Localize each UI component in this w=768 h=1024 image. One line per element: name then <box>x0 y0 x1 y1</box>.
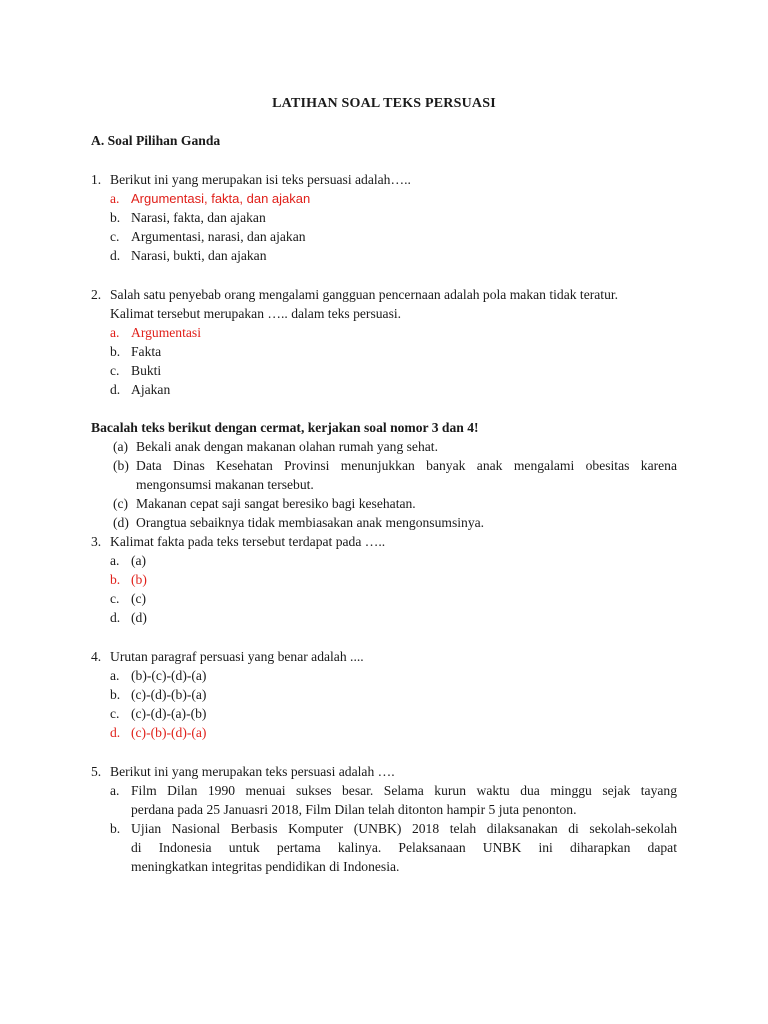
question-text: Urutan paragraf persuasi yang benar adalah .... <box>110 649 364 664</box>
passage-label: (d) <box>113 515 129 530</box>
option-text: Ujian Nasional Berbasis Komputer (UNBK) 2018 telah dilaksanakan di sekolah-sekolah <box>131 821 677 836</box>
option-label: a. <box>110 783 120 798</box>
option-text-answer: Argumentasi <box>131 325 201 340</box>
passage-sentence: Bekali anak dengan makanan olahan rumah yang sehat. <box>136 439 438 454</box>
question-text: Berikut ini yang merupakan isi teks persuasi adalah….. <box>110 172 411 187</box>
option-label: c. <box>110 229 120 244</box>
option-label: c. <box>110 363 120 378</box>
option-text: (d) <box>131 610 147 625</box>
option-label: d. <box>110 610 121 625</box>
option-text: Fakta <box>131 344 162 359</box>
section-heading: A. Soal Pilihan Ganda <box>91 133 221 148</box>
option-label: d. <box>110 382 121 397</box>
option-text: meningkatkan integritas pendidikan di Indonesia. <box>131 859 400 874</box>
option-label: a. <box>110 325 120 340</box>
option-label: a. <box>110 191 120 206</box>
option-label: a. <box>110 668 120 683</box>
option-text: perdana pada 25 Januasri 2018, Film Dilan telah ditonton hampir 5 juta penonton. <box>131 802 577 817</box>
option-text-answer: (c)-(b)-(d)-(a) <box>131 725 207 740</box>
page-title: LATIHAN SOAL TEKS PERSUASI <box>272 96 496 111</box>
option-text: Argumentasi, narasi, dan ajakan <box>131 229 306 244</box>
option-text: Narasi, bukti, dan ajakan <box>131 248 267 263</box>
option-label: c. <box>110 706 120 721</box>
option-text: (c)-(d)-(b)-(a) <box>131 687 207 702</box>
question-text: Kalimat fakta pada teks tersebut terdapat pada ….. <box>110 534 386 549</box>
passage-sentence: mengonsumsi makanan tersebut. <box>136 477 314 492</box>
question-number: 4. <box>91 649 102 664</box>
option-text: (a) <box>131 553 147 568</box>
option-label: d. <box>110 248 121 263</box>
option-label: c. <box>110 591 120 606</box>
reading-instruction: Bacalah teks berikut dengan cermat, kerjakan soal nomor 3 dan 4! <box>91 420 479 435</box>
passage-label: (a) <box>113 439 129 454</box>
question-number: 5. <box>91 764 102 779</box>
option-label: b. <box>110 821 121 836</box>
option-label: d. <box>110 725 121 740</box>
question-text: Salah satu penyebab orang mengalami gangguan pencernaan adalah pola makan tidak teratur. <box>110 287 619 302</box>
option-text-answer: Argumentasi, fakta, dan ajakan <box>131 191 311 206</box>
option-label: a. <box>110 553 120 568</box>
option-text: Bukti <box>131 363 162 378</box>
option-text: Narasi, fakta, dan ajakan <box>131 210 266 225</box>
question-number: 1. <box>91 172 102 187</box>
option-text-answer: (b) <box>131 572 147 587</box>
option-text: di Indonesia untuk pertama kalinya. Pelaksanaan UNBK ini diharapkan dapat <box>131 840 677 855</box>
passage-sentence: Makanan cepat saji sangat beresiko bagi kesehatan. <box>136 496 416 511</box>
option-label: b. <box>110 210 121 225</box>
question-number: 3. <box>91 534 102 549</box>
option-text: Film Dilan 1990 menuai sukses besar. Selama kurun waktu dua minggu sejak tayang <box>131 783 677 798</box>
option-label: b. <box>110 344 121 359</box>
question-text: Kalimat tersebut merupakan ….. dalam teks persuasi. <box>110 306 402 321</box>
option-text: (c) <box>131 591 147 606</box>
passage-sentence: Orangtua sebaiknya tidak membiasakan anak mengonsumsinya. <box>136 515 485 530</box>
question-number: 2. <box>91 287 102 302</box>
option-text: Ajakan <box>131 382 171 397</box>
passage-sentence: Data Dinas Kesehatan Provinsi menunjukkan banyak anak mengalami obesitas karena <box>136 458 677 473</box>
option-text: (b)-(c)-(d)-(a) <box>131 668 207 683</box>
option-label: b. <box>110 572 121 587</box>
question-text: Berikut ini yang merupakan teks persuasi adalah …. <box>110 764 395 779</box>
passage-label: (c) <box>113 496 129 511</box>
option-label: b. <box>110 687 121 702</box>
passage-label: (b) <box>113 458 129 473</box>
option-text: (c)-(d)-(a)-(b) <box>131 706 207 721</box>
